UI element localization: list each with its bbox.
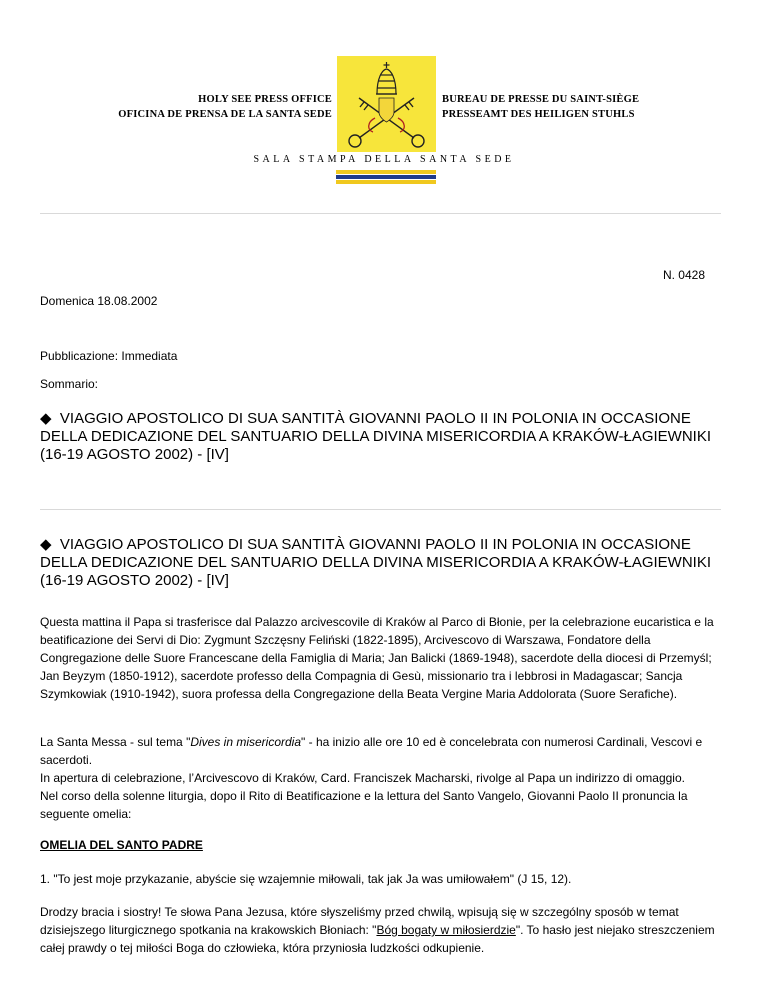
divider-middle: [40, 509, 721, 510]
homily-paragraph-2: [40, 903, 730, 957]
homily-text-end: ". To hasło jest niejako streszczeniem całej prawdy o tej miłości Boga do człowieka, która przyniosła ludzkości odkupienie.: [40, 923, 715, 955]
header-left-text: [118, 92, 332, 122]
intro-paragraph: Questa mattina il Papa si trasferisce dal Palazzo arcivescovile di Kraków al Parco di Błonie, per la celebrazione eucaristica e la beatificazione dei Servi di Dio: Zygmunt Szczęsny Feliński (1822-1895), Arcivescovo di Warszawa, Fondatore della Congregazione delle Suore Francescane della Famiglia di Maria; Jan Balicki (1869-1948), sacerdote della diocesi di Przemyśl; Jan Beyzym (1850-1912), sacerdote professo della Compagnia di Gesù, missionario tra i lebbrosi in Madagascar; Sancja Szymkowiak (1910-1942), suora professa della Congregazione della Beata Vergine Maria Addolorata (Suore Serafiche).: [40, 615, 714, 701]
homily-intro-text: Nel corso della solenne liturgia, dopo il Rito di Beatificazione e la lettura del Santo Vangelo, Giovanni Paolo II pronuncia la seguente omelia:: [40, 789, 688, 821]
header-right-line2: PRESSEAMT DES HEILIGEN STUHLS: [442, 109, 635, 120]
bulletin-number: N. 0428: [662, 268, 705, 282]
header-right-line1: BUREAU DE PRESSE DU SAINT-SIÈGE: [442, 94, 640, 105]
stripe-blue: [336, 175, 436, 179]
section-title: [40, 536, 730, 590]
header-left-line1: HOLY SEE PRESS OFFICE: [198, 94, 332, 105]
press-office-header: [0, 0, 768, 200]
publication-status: Pubblicazione: Immediata: [40, 349, 178, 363]
stripe-gold-top: [336, 170, 436, 174]
header-right-text: [442, 92, 639, 122]
summary-title-link[interactable]: [40, 410, 730, 464]
mass-text-start: La Santa Messa - sul tema ": [40, 735, 191, 749]
summary-title-text: VIAGGIO APOSTOLICO DI SUA SANTITÀ GIOVANNI PAOLO II IN POLONIA IN OCCASIONE DELLA DEDICAZIONE DEL SANTUARIO DELLA DIVINA MISERICORDIA A KRAKÓW-ŁAGIEWNIKI (16-19 AGOSTO 2002) - [IV]: [40, 410, 712, 463]
sala-stampa-subtitle: SALA STAMPA DELLA SANTA SEDE: [253, 154, 515, 165]
section-title-text: VIAGGIO APOSTOLICO DI SUA SANTITÀ GIOVANNI PAOLO II IN POLONIA IN OCCASIONE DELLA DEDICAZIONE DEL SANTUARIO DELLA DIVINA MISERICORDIA A KRAKÓW-ŁAGIEWNIKI (16-19 AGOSTO 2002) - [IV]: [40, 536, 712, 589]
homily-heading: OMELIA DEL SANTO PADRE: [40, 838, 203, 852]
header-left-line2: OFICINA DE PRENSA DE LA SANTA SEDE: [118, 109, 332, 120]
opening-address-text: In apertura di celebrazione, l’Arcivescovo di Kraków, Card. Franciszek Macharski, rivolge al Papa un indirizzo di omaggio.: [40, 771, 685, 785]
papal-coat-of-arms-icon: [337, 56, 436, 152]
mass-paragraph: [40, 733, 730, 823]
summary-label: Sommario:: [40, 377, 99, 391]
diamond-bullet-icon: ◆: [40, 410, 52, 427]
header-color-stripes: [336, 170, 436, 185]
mass-theme-italic: Dives in misericordia: [190, 735, 302, 749]
mass-text-end: " - ha inizio alle ore 10 ed è concelebrata con numerosi Cardinali, Vescovi e sacerdoti.: [40, 735, 703, 767]
divider-top: [40, 213, 721, 214]
encyclical-link[interactable]: Bóg bogaty w miłosierdzie: [376, 923, 516, 937]
diamond-bullet-icon: ◆: [40, 536, 52, 553]
bulletin-date: Domenica 18.08.2002: [40, 294, 158, 308]
homily-paragraph-1: 1. "To jest moje przykazanie, abyście się wzajemnie miłowali, tak jak Ja was umiłowałem" (J 15, 12).: [40, 872, 572, 886]
homily-text-start: Drodzy bracia i siostry! Te słowa Pana Jezusa, które słyszeliśmy przed chwilą, wpisują się w szczególny sposób w temat dzisiejszego liturgicznego spotkania na krakowskich Błoniach: ": [40, 905, 679, 937]
stripe-gold-bottom: [336, 180, 436, 184]
